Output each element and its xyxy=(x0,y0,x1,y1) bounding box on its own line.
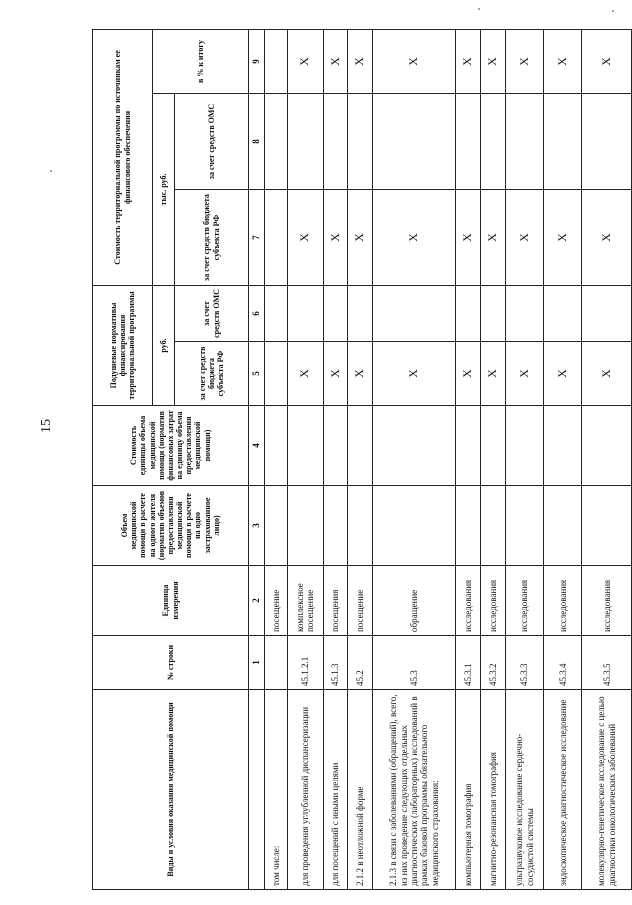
row-percent: X xyxy=(456,29,481,93)
index-cell: 4 xyxy=(249,406,265,486)
row-cost-budget: X xyxy=(348,190,373,286)
row-unit: исследования xyxy=(456,566,481,636)
row-number: 45.2 xyxy=(348,636,373,690)
row-cost-budget: X xyxy=(456,190,481,286)
row-norm-budget: X xyxy=(505,342,543,406)
row-norm-budget xyxy=(265,342,288,406)
row-cost-budget: X xyxy=(373,190,456,286)
header-norms-unit: руб. xyxy=(153,286,175,406)
header-unit: Единица измерения xyxy=(93,566,249,636)
table-row xyxy=(544,29,582,889)
header-volume-per-person: Объем медицинской помощи в расчете на одного жителя (норматив объемов предоставления медицинской помощи в расчете на одно застрахованное лицо) xyxy=(93,486,249,566)
row-number: 45.1.3 xyxy=(323,636,348,690)
row-number xyxy=(265,636,288,690)
index-cell: 9 xyxy=(249,29,265,93)
index-cell: 3 xyxy=(249,486,265,566)
row-number: 45.3.3 xyxy=(505,636,543,690)
row-care-type: ультразвуковое исследование сердечно-сосудистой системы xyxy=(505,690,543,890)
row-care-type: 2.1.2 в неотложной форме xyxy=(348,690,373,890)
header-program-cost: Стоимость территориальной программы по источникам ее финансового обеспечения xyxy=(93,29,153,285)
header-cost-oms: за счет средств ОМС xyxy=(175,94,249,190)
header-norms-budget: за счет средств бюджета субъекта РФ xyxy=(175,342,249,406)
row-percent xyxy=(265,29,288,93)
row-norm-budget: X xyxy=(456,342,481,406)
header-norms-oms: за счет средств ОМС xyxy=(175,286,249,342)
index-cell: 6 xyxy=(249,286,265,342)
row-cost-budget: X xyxy=(481,190,506,286)
row-care-type: том числе: xyxy=(265,690,288,890)
row-percent: X xyxy=(373,29,456,93)
row-number: 45.1.2.1 xyxy=(287,636,323,690)
scan-speck xyxy=(478,8,480,10)
rotated-table-wrapper xyxy=(92,30,632,890)
row-number: 45.3.4 xyxy=(544,636,582,690)
row-unit: исследования xyxy=(481,566,506,636)
row-percent: X xyxy=(481,29,506,93)
table-row xyxy=(287,29,323,889)
table-row xyxy=(582,29,632,889)
row-percent: X xyxy=(323,29,348,93)
table-row xyxy=(456,29,481,889)
row-care-type: магнитно-резонансная томография xyxy=(481,690,506,890)
table-row xyxy=(348,29,373,889)
row-norm-budget: X xyxy=(544,342,582,406)
row-number: 45.3.2 xyxy=(481,636,506,690)
row-cost-budget: X xyxy=(582,190,632,286)
row-norm-budget: X xyxy=(373,342,456,406)
index-cell: 1 xyxy=(249,636,265,690)
table-row xyxy=(323,29,348,889)
row-care-type: для посещений с иными целями xyxy=(323,690,348,890)
header-unit-cost: Стоимость единицы объема медицинской помощи (норматив финансовых затрат на единицу объема предоставления медицинской помощи) xyxy=(93,406,249,486)
row-unit: посещения xyxy=(323,566,348,636)
header-row-number: № строки xyxy=(93,636,249,690)
row-norm-budget: X xyxy=(287,342,323,406)
row-care-type: молекулярно-генетическое исследование с целью диагностики онкологических заболеваний xyxy=(582,690,632,890)
index-cell: 5 xyxy=(249,342,265,406)
row-number: 45.3 xyxy=(373,636,456,690)
row-number: 45.3.5 xyxy=(582,636,632,690)
row-unit: посещение xyxy=(348,566,373,636)
row-care-type: эндоскопическое диагностическое исследование xyxy=(544,690,582,890)
index-cell: 8 xyxy=(249,94,265,190)
row-care-type: для проведения углубленной диспансеризации xyxy=(287,690,323,890)
row-percent: X xyxy=(582,29,632,93)
header-cost-unit: тыс. руб. xyxy=(153,94,175,286)
row-cost-budget: X xyxy=(287,190,323,286)
table-row xyxy=(505,29,543,889)
row-unit: обращение xyxy=(373,566,456,636)
index-cell: 2 xyxy=(249,566,265,636)
row-unit: исследования xyxy=(544,566,582,636)
row-norm-budget: X xyxy=(323,342,348,406)
row-unit: исследования xyxy=(505,566,543,636)
medical-care-table xyxy=(92,29,632,890)
row-cost-budget: X xyxy=(505,190,543,286)
header-care-type: Виды и условия оказания медицинской помощи xyxy=(93,690,249,890)
row-cost-budget: X xyxy=(323,190,348,286)
scan-speck xyxy=(50,170,52,172)
table-row xyxy=(373,29,456,889)
row-percent: X xyxy=(348,29,373,93)
header-percent-total: в % к итогу xyxy=(153,29,249,93)
row-cost-budget: X xyxy=(544,190,582,286)
row-care-type: компьютерная томография xyxy=(456,690,481,890)
row-norm-budget: X xyxy=(348,342,373,406)
header-cost-budget: за счет средств бюджета субъекта РФ xyxy=(175,190,249,286)
row-percent: X xyxy=(505,29,543,93)
row-unit: посещение xyxy=(265,566,288,636)
row-percent: X xyxy=(287,29,323,93)
page-number: 15 xyxy=(39,419,54,433)
row-care-type: 2.1.3 в связи с заболеваниями (обращений), всего, из них проведение следующих отдельных диагностических (лабораторных) исследований в рамках базовой программы обязательного медицинского страхования: xyxy=(373,690,456,890)
header-per-capita-norms: Подушевые нормативы финансирования территориальной программы xyxy=(93,286,153,406)
scan-speck xyxy=(612,10,614,12)
row-cost-budget xyxy=(265,190,288,286)
row-number: 45.3.1 xyxy=(456,636,481,690)
row-unit: комплексное посещение xyxy=(287,566,323,636)
table-row xyxy=(481,29,506,889)
index-cell: 7 xyxy=(249,190,265,286)
row-norm-budget: X xyxy=(582,342,632,406)
row-percent: X xyxy=(544,29,582,93)
row-unit: исследования xyxy=(582,566,632,636)
row-norm-budget: X xyxy=(481,342,506,406)
index-cell xyxy=(249,690,265,890)
table-row xyxy=(265,29,288,889)
